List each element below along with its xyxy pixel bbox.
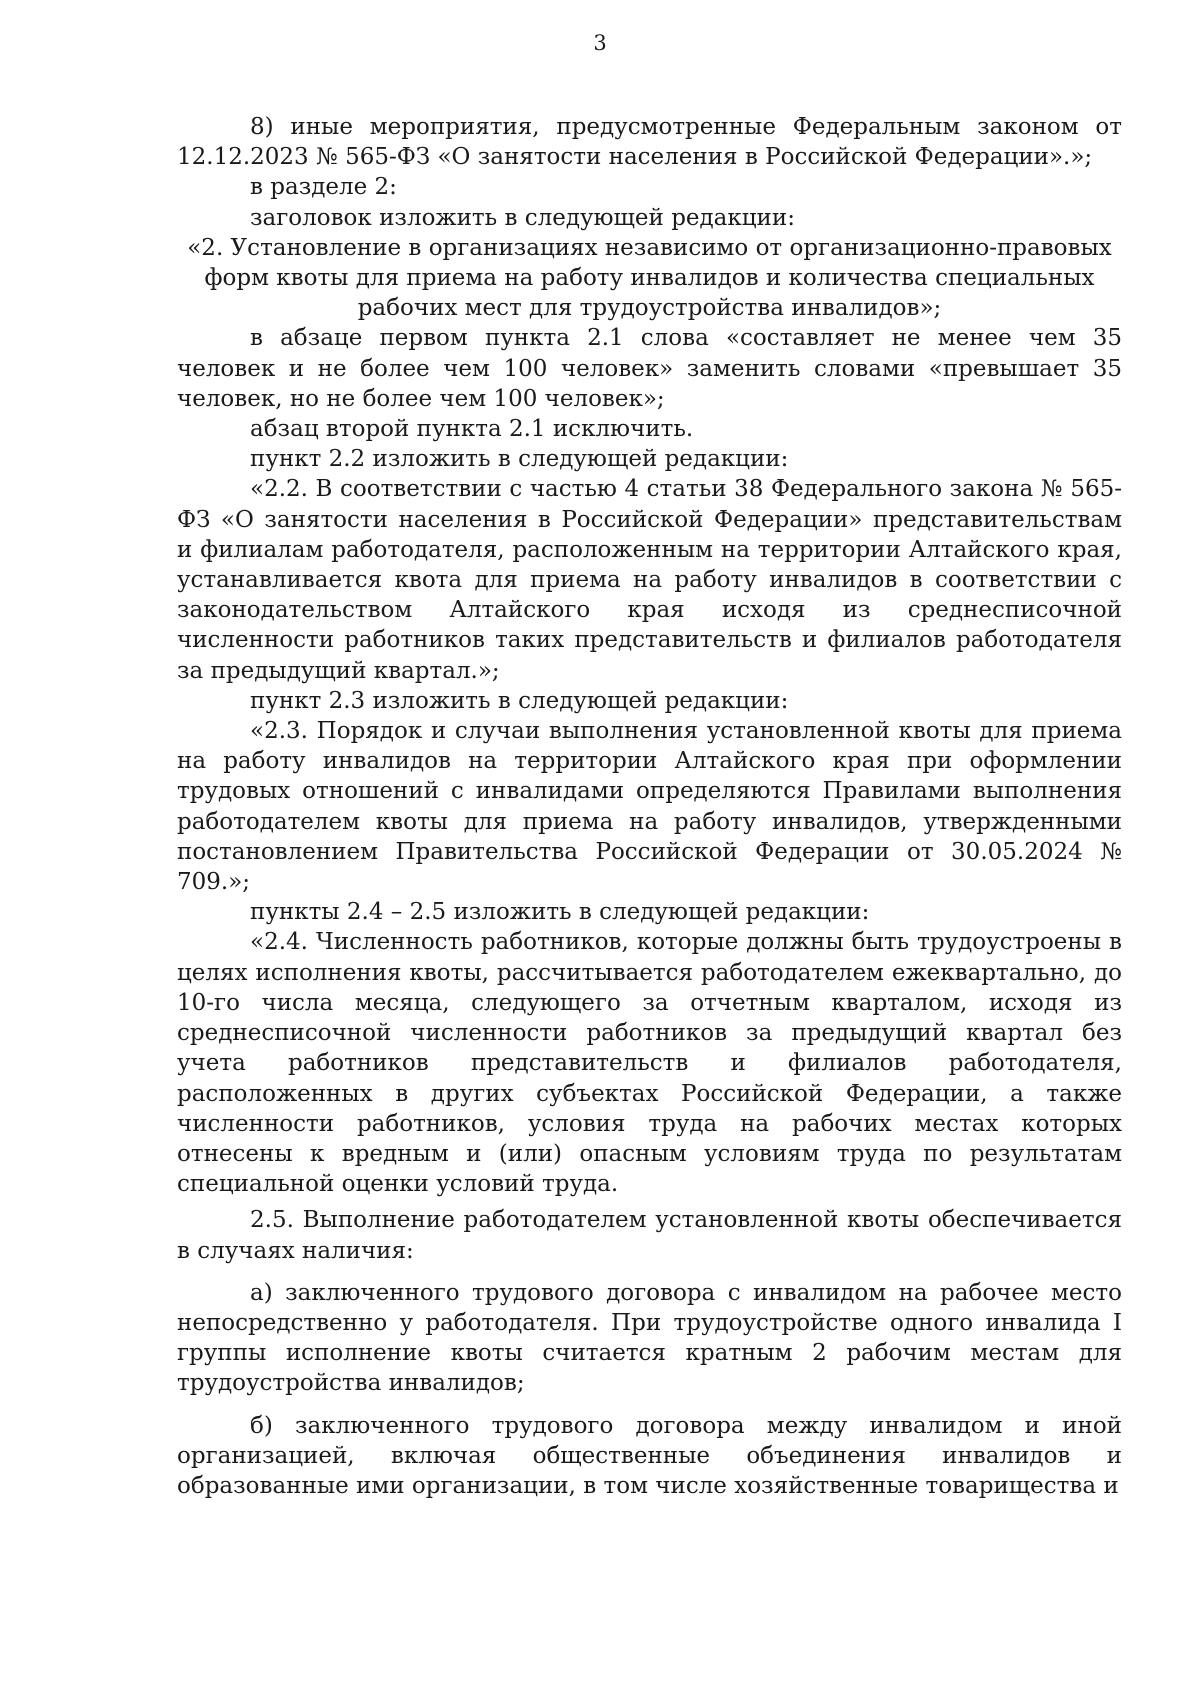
paragraph-item-8: 8) иные мероприятия, предусмотренные Федеральным законом от 12.12.2023 № 565-ФЗ «О занятости населения в Российской Федерации».»; xyxy=(177,114,1122,171)
paragraph-2-4-text: «2.4. Численность работников, которые должны быть трудоустроены в целях исполнения квоты, рассчитывается работодателем ежеквартально, до 10-го числа месяца, следующего за отчетным кварталом, исходя из среднесписочной численности работников за предыдущий квартал без учета работников представительств и филиалов работодателя, расположенных в других субъектах Российской Федерации, а также численности работников, условия труда на рабочих местах которых отнесены к вредным и (или) опасным условиям труда по результатам специальной оценки условий труда. xyxy=(177,929,1122,1198)
section-2-title: «2. Установление в организациях независимо от организационно-правовых форм квоты для приема на работу инвалидов и количества специальных рабочих мест для трудоустройства инвалидов»; xyxy=(187,234,1112,322)
paragraph-item-a: а) заключенного трудового договора с инвалидом на рабочее место непосредственно у работодателя. При трудоустройстве одного инвалида I группы исполнение квоты считается кратным 2 рабочим местам для трудоустройства инвалидов; xyxy=(177,1279,1122,1397)
paragraph-2-1-second: абзац второй пункта 2.1 исключить. xyxy=(250,416,694,443)
paragraph-2-3-text: «2.3. Порядок и случаи выполнения установленной квоты для приема на работу инвалидов на территории Алтайского края при оформлении трудовых отношений с инвалидами определяются Правилами выполнения работодателем квоты для приема на работу инвалидов, утвержденными постановлением Правительства Российской Федерации от 30.05.2024 № 709.»; xyxy=(177,718,1122,896)
page-number: 3 xyxy=(593,31,607,55)
paragraph-2-1-first: в абзаце первом пункта 2.1 слова «составляет не менее чем 35 человек и не более чем 100 человек» заменить словами «превышает 35 человек, но не более чем 100 человек»; xyxy=(177,325,1122,412)
document-body xyxy=(177,112,1122,1501)
paragraph-2-3-instruction: пункт 2.3 изложить в следующей редакции: xyxy=(250,687,789,714)
paragraph-2-5-text: 2.5. Выполнение работодателем установленной квоты обеспечивается в случаях наличия: xyxy=(177,1207,1122,1264)
paragraph-item-b: б) заключенного трудового договора между инвалидом и иной организацией, включая общественные объединения инвалидов и образованные ими организации, в том числе хозяйственные товарищества и xyxy=(177,1412,1122,1499)
paragraph-section-2: в разделе 2: xyxy=(250,174,397,201)
paragraph-heading-instruction: заголовок изложить в следующей редакции: xyxy=(250,204,795,231)
paragraph-2-2-instruction: пункт 2.2 изложить в следующей редакции: xyxy=(250,446,789,473)
paragraph-2-4-2-5-instruction: пункты 2.4 – 2.5 изложить в следующей редакции: xyxy=(250,899,870,926)
paragraph-2-2-text: «2.2. В соответствии с частью 4 статьи 38 Федерального закона № 565-ФЗ «О занятости населения в Российской Федерации» представительствам и филиалам работодателя, расположенным на территории Алтайского края, устанавливается квота для приема на работу инвалидов в соответствии с законодательством Алтайского края исходя из среднесписочной численности работников таких представительств и филиалов работодателя за предыдущий квартал.»; xyxy=(177,476,1122,684)
